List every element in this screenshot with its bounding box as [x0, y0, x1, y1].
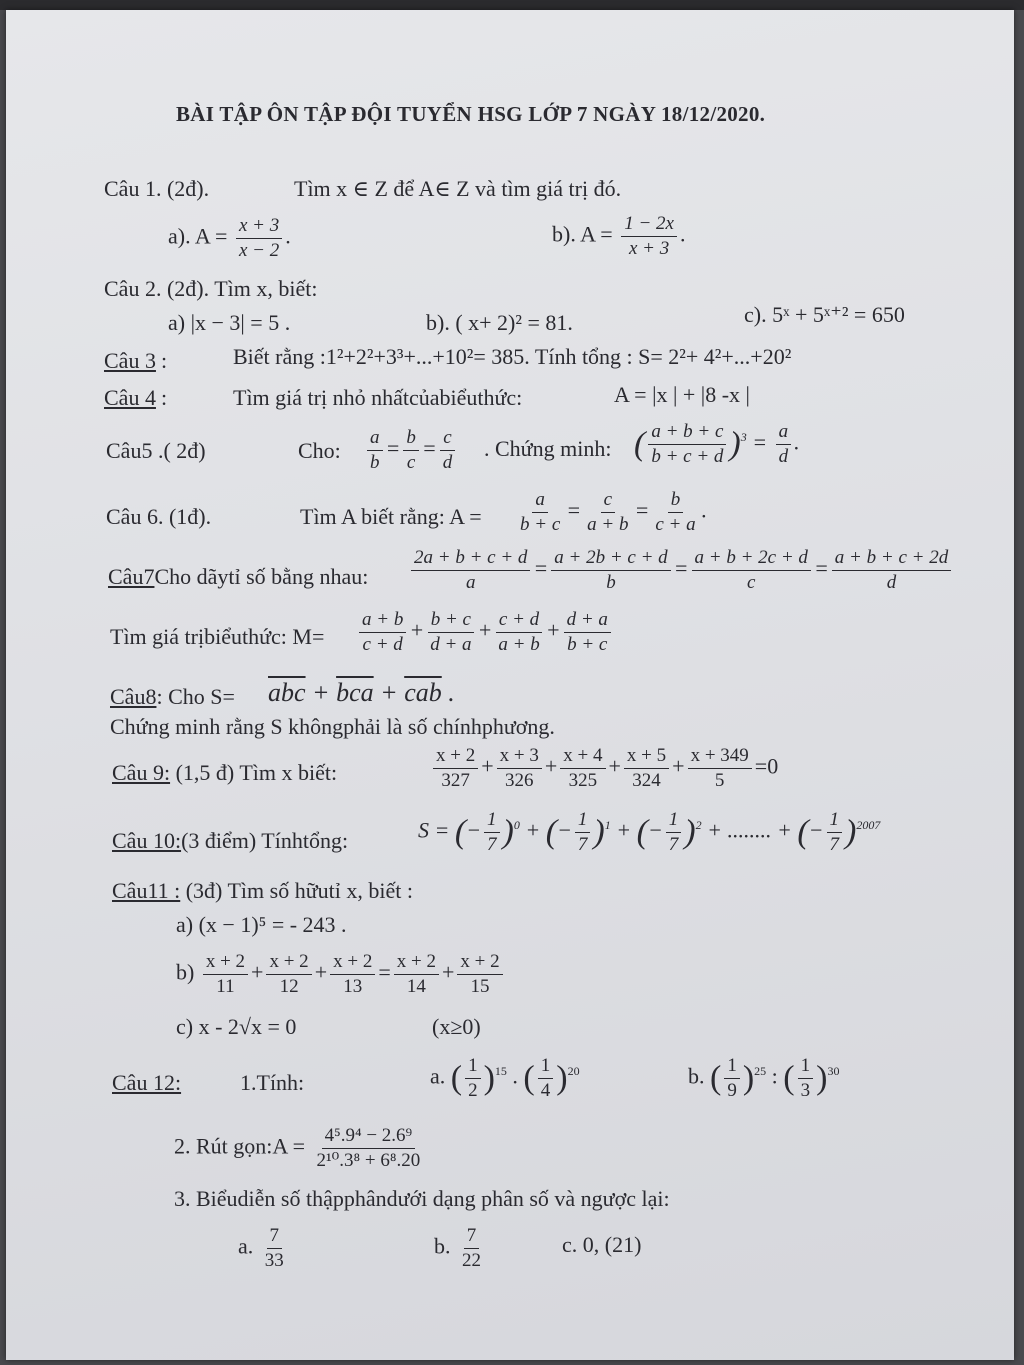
- q5-label: Câu5 .( 2đ): [106, 438, 206, 463]
- q4-expression: A = |x | + |8 -x |: [614, 382, 750, 407]
- q8-line: [110, 686, 235, 708]
- q8-label: Câu8: [110, 684, 157, 709]
- top-edge: [0, 0, 1024, 10]
- q7-text: Cho dãytỉ số bằng nhau:: [154, 564, 369, 589]
- q1-a-label: a). A =: [168, 223, 228, 249]
- q7-ratios: $\frac{2a + b + c + d}{a}$ = $\frac{a + 2b + c + d}{b}$ = $\frac{a + b + 2c + d}{c}$ = $\frac{a + b + c + 2d}{d}$: [408, 546, 954, 595]
- q11-a: a) (x − 1)⁵ = - 243 .: [176, 912, 347, 937]
- q1-label: Câu 1. (2đ).: [104, 176, 210, 201]
- q10-line: [112, 830, 348, 852]
- q1-b-label: b). A =: [552, 221, 613, 247]
- q2-c: c). 5ˣ + 5ˣ⁺² = 650: [744, 302, 905, 327]
- q6-ratios: $\frac{a}{b + c}$ = $\frac{c}{a + b}$ = $\frac{b}{c + a}$ .: [520, 489, 708, 535]
- q7-label: Câu7: [108, 564, 155, 589]
- q8-text: : Cho S=: [156, 684, 235, 709]
- q8-sum: $\overline{abc} + \overline{bca} + \overline{cab}$ .: [268, 678, 455, 707]
- q9-equation: $\frac{x + 2}{327}$ + $\frac{x + 3}{326}$ + $\frac{x + 4}{325}$ + $\frac{x + 5}{324}$ + $\frac{x + 349}{5}$ =0: [430, 744, 778, 793]
- q2-a: a) |x − 3| = 5 .: [168, 310, 291, 335]
- q12-item-c: c. 0, (21): [562, 1232, 642, 1257]
- q9-text: (1,5 đ) Tìm x biết:: [175, 760, 338, 785]
- q1-a: a). A = $\frac{x + 3}{x - 2}$ .: [168, 215, 291, 261]
- page-title: BÀI TẬP ÔN TẬP ĐỘI TUYỂN HSG LỚP 7 NGÀY 18/12/2020.: [176, 102, 766, 126]
- q11-label: Câu11 :: [112, 878, 181, 903]
- q11-c: c) x - 2√x = 0: [176, 1014, 297, 1039]
- q6-label: Câu 6. (1đ).: [106, 504, 212, 529]
- q1-b: b). A = $\frac{1 - 2x}{x + 3}$ .: [552, 213, 686, 259]
- q11-line: [112, 880, 413, 902]
- q4-label: Câu 4: [104, 385, 156, 410]
- q2-b: b). ( x+ 2)² = 81.: [426, 310, 573, 335]
- q11-b: b) $\frac{x + 2}{11}$ + $\frac{x + 2}{12}$ + $\frac{x + 2}{13}$ = $\frac{x + 2}{14}$ + $\frac{x + 2}{15}$: [176, 950, 506, 999]
- q1-text: Tìm x ∈ Z để A∈ Z và tìm giá trị đó.: [294, 176, 622, 201]
- q2-label: Câu 2. (2đ). Tìm x, biết:: [104, 276, 318, 301]
- q11-c-condition: (x≥0): [432, 1014, 481, 1039]
- q12-bieu-dien: 3. Biểudiễn số thậpphândưới dạng phân số và ngược lại:: [174, 1186, 670, 1211]
- q12-item-b: b. $\frac{7}{22}$: [434, 1225, 481, 1271]
- q12-rut-gon: 2. Rút gọn:A = $\frac{\text{4⁵.9⁴ − 2.6⁹}}{\text{2¹⁰.3⁸ + 6⁸.20}}$: [174, 1125, 421, 1171]
- q12-a: a. ( $\frac{1}{2}$ )$^{15}$ . ( $\frac{1}{4}$ )$^{20}$: [430, 1055, 580, 1101]
- q7-line: [108, 566, 368, 588]
- q12-item-a: a. $\frac{7}{33}$: [238, 1225, 284, 1271]
- q3-text: Biết rằng :1²+2²+3³+...+10²= 385. Tính tổng : S= 2²+ 4²+...+20²: [233, 344, 792, 369]
- q5-cho: Cho:: [298, 438, 341, 463]
- q10-series: S = (− $\frac{1}{7}$ )$^0$ + (− $\frac{1}{7}$ )$^1$ + (− $\frac{1}{7}$ )$^2$ + ........ + (− $\frac{1}{7}$ )$^{2007}$: [418, 809, 881, 855]
- q12-tinh: 1.Tính:: [240, 1070, 305, 1095]
- q5-given-ratios: $\frac{a}{b}$ = $\frac{b}{c}$ = $\frac{c}{d}$: [364, 426, 458, 475]
- q7-m-expression: $\frac{a + b}{c + d}$ + $\frac{b + c}{d + a}$ + $\frac{c + d}{a + b}$ + $\frac{d + a}{b + c}$: [356, 608, 614, 657]
- q1-a-fraction: $\frac{x + 3}{x - 2}$: [236, 214, 282, 263]
- q4-text: Tìm giá trị nhỏ nhấtcủabiểuthức:: [233, 385, 523, 410]
- q10-label: Câu 10:: [112, 828, 182, 853]
- q12-label: Câu 12:: [112, 1070, 182, 1095]
- q9-label: Câu 9:: [112, 760, 171, 785]
- q5-chung-minh: . Chứng minh:: [484, 436, 612, 461]
- q3-label: Câu 3: [104, 348, 156, 373]
- q1-b-fraction: $\frac{1 - 2x}{x + 3}$: [621, 212, 677, 261]
- q12-b: b. ( $\frac{1}{9}$ )$^{25}$ : ( $\frac{1}{3}$ )$^{30}$: [688, 1055, 840, 1101]
- q6-text: Tìm A biết rằng: A =: [300, 504, 482, 529]
- q10-text: (3 điểm) Tínhtổng:: [181, 828, 349, 853]
- q5-identity: ( $\frac{a + b + c}{b + c + d}$ )$^3$ = $\frac{a}{d}$ .: [634, 421, 800, 467]
- q8-line2: Chứng minh rằng S khôngphải là số chínhphương.: [110, 714, 555, 739]
- q7-m-label: Tìm giá trịbiểuthức: M=: [110, 624, 325, 649]
- q9-line: [112, 762, 337, 784]
- q11-text: (3đ) Tìm số hữutỉ x, biết :: [180, 878, 413, 903]
